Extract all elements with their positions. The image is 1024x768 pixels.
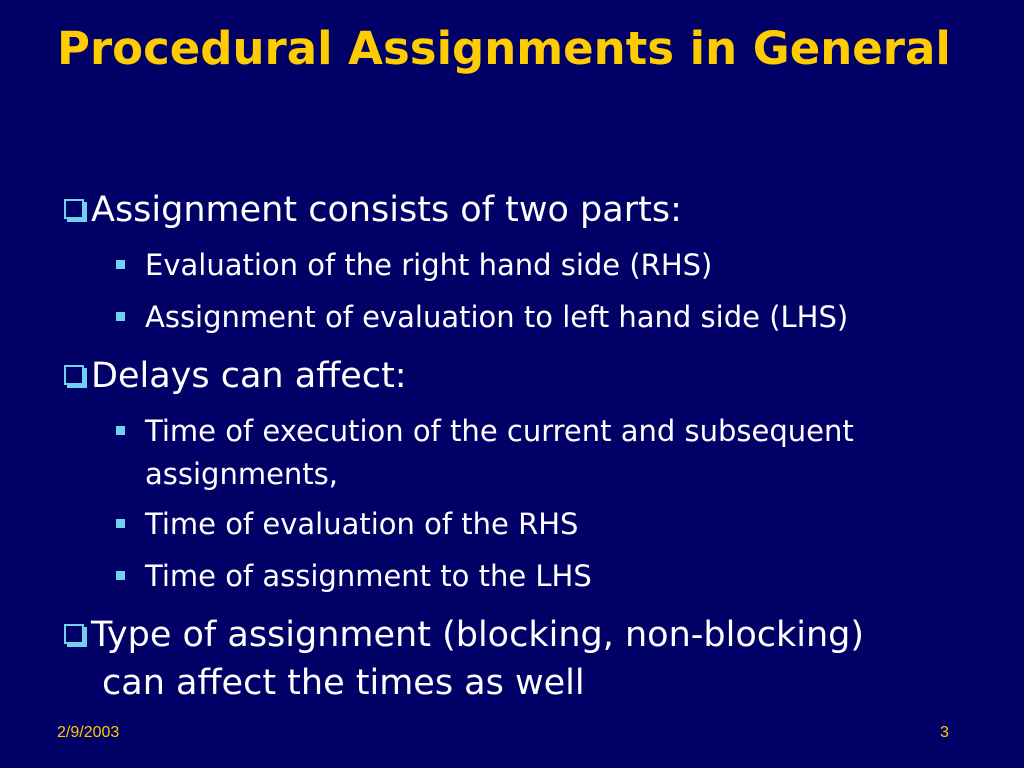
hollow-square-bullet-icon [64,624,84,644]
footer-date: 2/9/2003 [57,724,120,741]
sub-bullet-text: Assignment of evaluation to left hand side (LHS) [145,300,849,334]
sub-bullet-text-continued: assignments, [145,457,339,491]
bullet-text-continued: can affect the times as well [102,663,585,703]
sub-bullet-item [116,555,1016,598]
sub-bullet-item [116,410,1016,496]
sub-bullet-text: Evaluation of the right hand side (RHS) [145,248,713,282]
hollow-square-bullet-icon [64,199,84,219]
bullet-item [64,352,1009,400]
bullet-text: Type of assignment (blocking, non-blocking) [91,615,865,655]
bullet-item [64,186,1009,234]
bullet-text: Assignment consists of two parts: [91,190,682,230]
filled-square-bullet-icon [116,312,125,321]
bullet-text: Delays can affect: [91,356,407,396]
filled-square-bullet-icon [116,260,125,269]
sub-bullet-text: Time of assignment to the LHS [145,559,592,593]
slide-title: Procedural Assignments in General [57,22,951,75]
sub-bullet-item [116,503,1016,546]
slide-number: 3 [940,724,949,741]
sub-bullet-item [116,296,1016,339]
bullet-item [64,611,1009,707]
sub-bullet-text: Time of evaluation of the RHS [145,507,579,541]
sub-bullet-item [116,244,1016,287]
sub-bullet-text: Time of execution of the current and subsequent [145,414,854,448]
hollow-square-bullet-icon [64,365,84,385]
filled-square-bullet-icon [116,519,125,528]
filled-square-bullet-icon [116,426,125,435]
filled-square-bullet-icon [116,571,125,580]
